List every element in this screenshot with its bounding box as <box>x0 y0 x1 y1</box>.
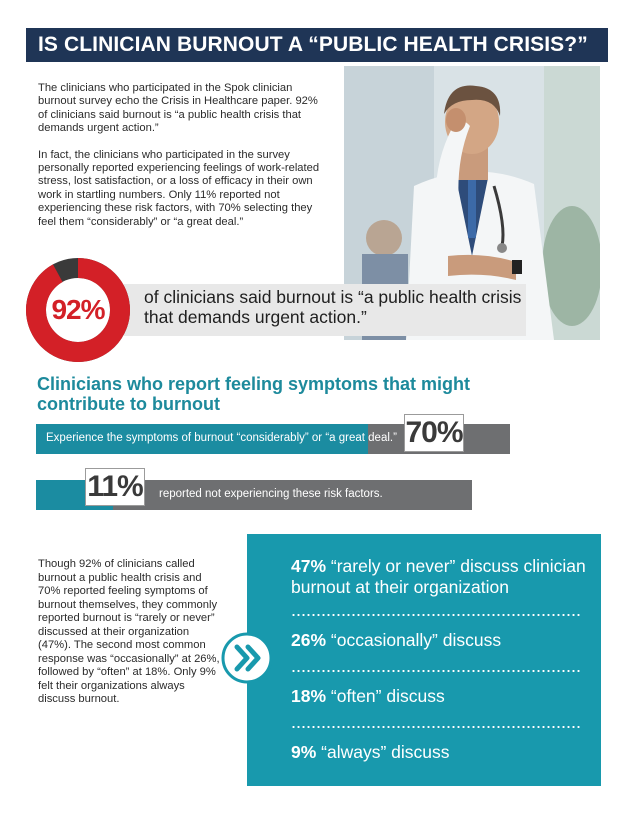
discussion-text: “occasionally” discuss <box>330 630 502 650</box>
bar-percent-70: 70% <box>404 414 464 452</box>
bar-label: reported not experiencing these risk factors. <box>159 488 383 500</box>
double-chevron-right-icon <box>221 632 273 684</box>
intro-text <box>38 82 328 229</box>
page-title: IS CLINICIAN BURNOUT A “PUBLIC HEALTH CRISIS?” <box>38 33 588 56</box>
summary-text: Though 92% of clinicians called burnout a public health crisis and 70% reported feeling symptoms of burnout themselves, they commonly reported burnout is “rarely or never” discussed at their organization (47%). The second most common response was “occasionally” at 26%, followed by “often” at 18%. Only 9% felt their organizations always discuss burnout. <box>38 558 220 705</box>
discussion-item <box>291 630 591 651</box>
donut-percent: 92% <box>51 294 105 325</box>
discussion-text: “always” discuss <box>321 742 450 762</box>
bar-percent-11: 11% <box>85 468 145 506</box>
dotted-divider <box>291 614 581 616</box>
discussion-item <box>291 686 591 707</box>
discussion-percent: 9% <box>291 742 317 762</box>
discussion-item <box>291 742 591 763</box>
discussion-panel <box>247 534 601 786</box>
discussion-text: “often” discuss <box>330 686 445 706</box>
discussion-item <box>291 556 591 598</box>
dotted-divider <box>291 726 581 728</box>
bar-label: Experience the symptoms of burnout “considerably” or “a great deal.” <box>46 432 397 444</box>
discussion-percent: 47% <box>291 556 327 576</box>
dotted-divider <box>291 670 581 672</box>
discussion-percent: 18% <box>291 686 327 706</box>
title-banner <box>26 28 608 62</box>
discussion-percent: 26% <box>291 630 327 650</box>
intro-paragraph-1: The clinicians who participated in the Spok clinician burnout survey echo the Crisis in Healthcare paper. 92% of clinicians said burnout is “a public health crisis that demands urgent action.” <box>38 82 318 135</box>
stat-text: of clinicians said burnout is “a public health crisis that demands urgent action.” <box>144 287 522 327</box>
intro-paragraph-2: In fact, the clinicians who participated in the survey personally reported experiencing feelings of work-related stress, lost satisfaction, or a loss of efficacy in their own work in startling numbers. Only 11% reported not experiencing these risk factors, with 70% selecting they feel them “considerably” or “a great deal.” <box>38 148 320 228</box>
discussion-text: “rarely or never” discuss clinician burnout at their organization <box>291 556 586 597</box>
section-heading: Clinicians who report feeling symptoms that might contribute to burnout <box>37 374 471 414</box>
headline-stat <box>26 258 608 362</box>
